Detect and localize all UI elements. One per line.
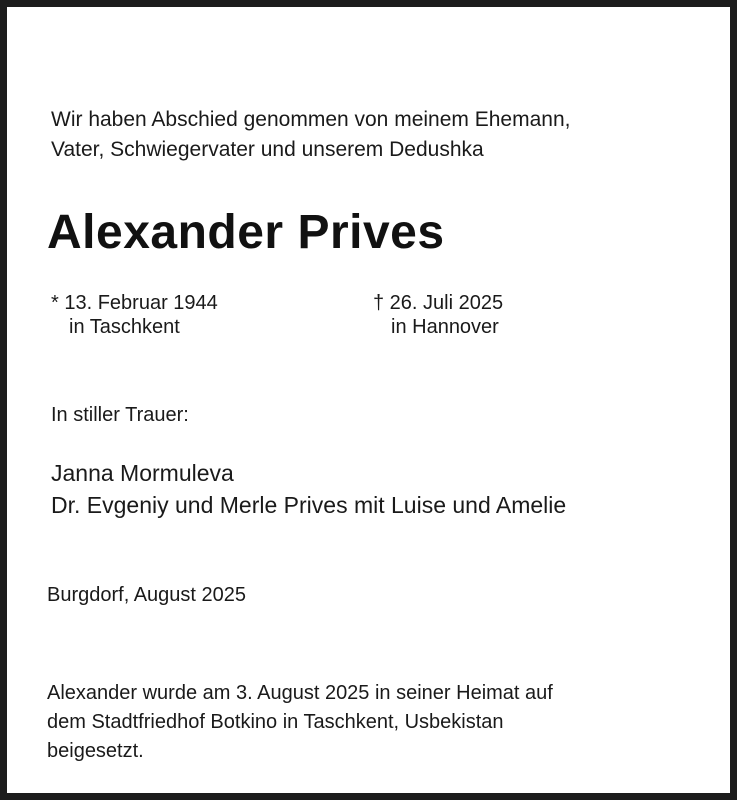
mourner-name: Dr. Evgeniy und Merle Prives mit Luise und Amelie (51, 492, 567, 518)
intro-line-2: Vater, Schwiegervater und unserem Dedushka (51, 138, 484, 161)
burial-line-3: beigesetzt. (47, 740, 144, 762)
death-info (373, 291, 503, 339)
burial-line-1: Alexander wurde am 3. August 2025 in seiner Heimat auf (47, 682, 553, 704)
intro-text (51, 105, 570, 165)
mourner-name: Janna Mormuleva (51, 460, 234, 486)
intro-line-1: Wir haben Abschied genommen von meinem Ehemann, (51, 108, 571, 131)
birth-date: * 13. Februar 1944 (51, 292, 218, 314)
birth-info (51, 291, 218, 339)
burial-line-2: dem Stadtfriedhof Botkino in Taschkent, Usbekistan (47, 711, 504, 733)
death-date: † 26. Juli 2025 (373, 292, 504, 314)
deceased-name: Alexander Prives (47, 206, 445, 259)
burial-notice (47, 679, 553, 766)
mourning-label: In stiller Trauer: (51, 404, 189, 426)
death-place: in Hannover (391, 316, 499, 338)
mourners-list (51, 457, 566, 521)
place-date: Burgdorf, August 2025 (47, 584, 247, 606)
birth-place: in Taschkent (69, 316, 180, 338)
